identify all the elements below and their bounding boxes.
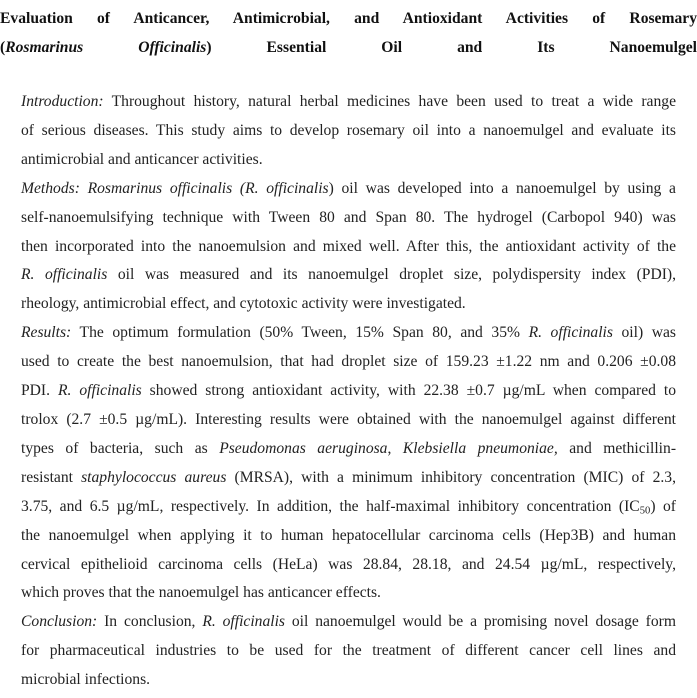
methods-line-1 (21, 175, 676, 204)
section-label-conclusion: Conclusion: (21, 613, 98, 631)
results-text: ) of (650, 497, 676, 515)
results-line-8: the nanoemulgel when applying it to human hepatocellular carcinoma cells (Hep3B) and human (21, 526, 676, 544)
section-label-results: Results: (21, 324, 72, 342)
results-line-10: which proves that the nanoemulgel has anticancer effects. (21, 584, 381, 602)
section-label-methods: Methods: (21, 179, 80, 197)
results-text: and methicillin- (557, 439, 677, 457)
results-text: types of bacteria, such as (21, 439, 220, 457)
results-species: R. officinalis (528, 324, 613, 342)
abstract-body (21, 88, 676, 695)
title-line-2-rest: ) Essential Oil and Its Nanoemulgel (206, 39, 697, 56)
results-text: , (387, 439, 403, 457)
title-line-2 (0, 33, 697, 62)
results-species: R. officinalis (57, 382, 142, 400)
ic50-subscript: 50 (639, 505, 651, 517)
conclusion-line-1 (21, 608, 676, 637)
methods-line-5: rheology, antimicrobial effect, and cytotoxic activity were investigated. (21, 295, 466, 313)
methods-line-4 (21, 261, 676, 290)
title-paren: ( (0, 39, 6, 56)
results-line-5 (21, 435, 676, 464)
bacteria-name: Klebsiella pneumoniae, (402, 439, 558, 457)
results-line-9: cervical epithelioid carcinoma cells (HeLa) was 28.84, 28.18, and 24.54 µg/mL, respectively, (21, 555, 676, 573)
methods-species-abbrev: R. officinalis (21, 266, 108, 284)
intro-line-3: antimicrobial and anticancer activities. (21, 150, 263, 168)
bacteria-name: Pseudomonas aeruginosa (219, 439, 388, 457)
methods-species: Rosmarinus officinalis (R. officinalis (79, 179, 329, 197)
conclusion-species: R. officinalis (202, 613, 285, 631)
intro-text: Throughout history, natural herbal medicines have been used to treat a wide range (103, 93, 676, 110)
methods-text: ) oil was developed into a nanoemulgel by using a (328, 179, 676, 197)
methods-line-3: then incorporated into the nanoemulsion and mixed well. After this, the antioxidant activity of the (21, 237, 676, 255)
conclusion-text: In conclusion, (97, 613, 203, 631)
results-line-7 (21, 493, 676, 522)
intro-line-2: of serious diseases. This study aims to develop rosemary oil into a nanoemulgel and evaluate its (21, 121, 676, 139)
results-text: 3.75, and 6.5 µg/mL, respectively. In addition, the half-maximal inhibitory concentration (IC (21, 497, 640, 515)
results-line-1 (21, 319, 676, 348)
results-text: The optimum formulation (50% Tween, 15% Span 80, and 35% (71, 324, 529, 342)
results-text: (MRSA), with a minimum inhibitory concentration (MIC) of 2.3, (226, 468, 676, 486)
bacteria-name: staphylococcus aureus (81, 468, 227, 486)
results-text: showed strong antioxidant activity, with 22.38 ±0.7 µg/mL when compared to (141, 382, 676, 400)
results-line-3 (21, 377, 676, 406)
conclusion-text: oil nanoemulgel would be a promising novel dosage form (285, 613, 676, 631)
title-species-name: Rosmarinus Officinalis (5, 39, 207, 56)
results-text: PDI. (21, 382, 58, 400)
section-label-introduction: Introduction: (21, 93, 104, 110)
intro-line-1 (21, 88, 676, 117)
results-line-6 (21, 464, 676, 493)
results-line-2: used to create the best nanoemulsion, that had droplet size of 159.23 ±1.22 nm and 0.206 ±0.08 (21, 353, 676, 371)
paper-title (0, 4, 697, 62)
conclusion-line-3: microbial infections. (21, 671, 151, 689)
results-line-4: trolox (2.7 ±0.5 µg/mL). Interesting results were obtained with the nanoemulgel against different (21, 410, 676, 428)
results-text: oil) was (612, 324, 676, 342)
title-line-1: Evaluation of Anticancer, Antimicrobial, and Antioxidant Activities of Rosemary (0, 10, 697, 27)
methods-line-2: self-nanoemulsifying technique with Tween 80 and Span 80. The hydrogel (Carbopol 940) was (21, 208, 676, 226)
methods-text: oil was measured and its nanoemulgel droplet size, polydispersity index (PDI), (107, 266, 676, 284)
conclusion-line-2: for pharmaceutical industries to be used for the treatment of different cancer cell lines and (21, 642, 676, 660)
results-text: resistant (21, 468, 82, 486)
